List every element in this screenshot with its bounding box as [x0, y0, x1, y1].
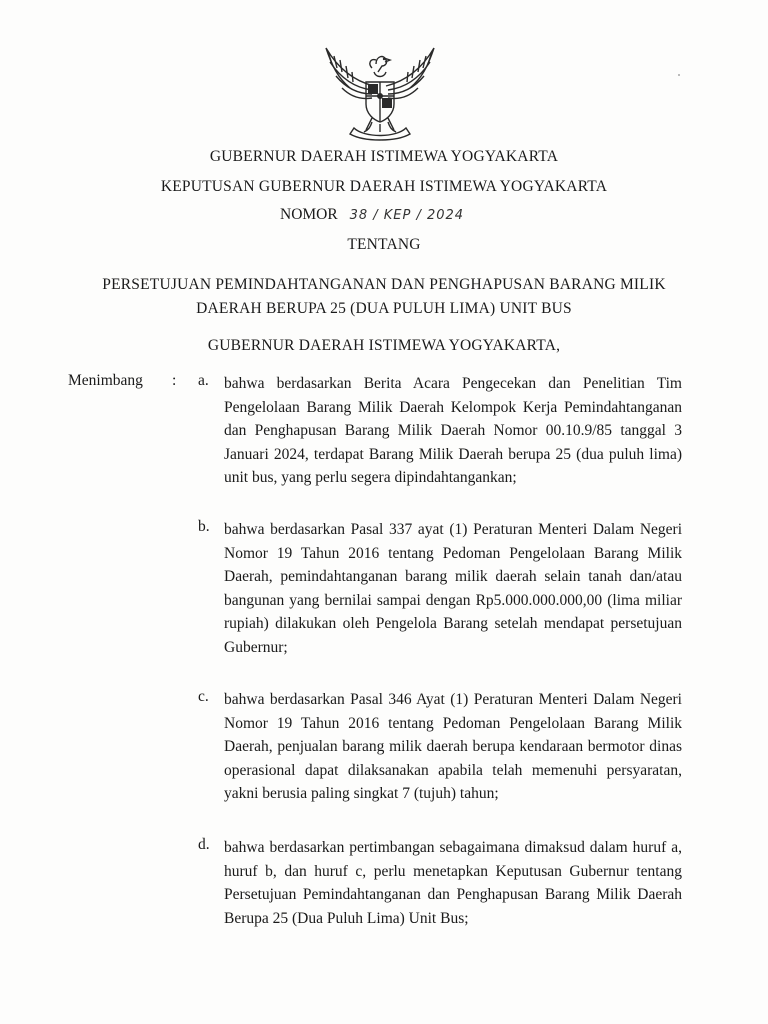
garuda-emblem-icon [318, 42, 442, 142]
item-text: bahwa berdasarkan Berita Acara Pengecekan dan Penelitian Tim Pengelolaan Barang Milik Daerah Kelompok Kerja Pemindahtanganan dan Penghapusan Barang Milik Daerah Nomor 00.10.9/85 tanggal 3 Januari 2024, terdapat Barang Milik Daerah berupa 25 (dua puluh lima) unit bus, yang perlu segera dipindahtangankan; [224, 375, 682, 487]
decree-number [280, 206, 464, 224]
subject-line-1: PERSETUJUAN PEMINDAHTANGANAN DAN PENGHAPUSAN BARANG MILIK [102, 276, 666, 293]
subject-line-2: DAERAH BERUPA 25 (DUA PULUH LIMA) UNIT BUS [196, 300, 572, 317]
scan-speck [678, 74, 680, 76]
nomor-value: 38 / KEP / 2024 [349, 208, 465, 223]
item-letter: c. [198, 688, 209, 705]
tentang-heading: TENTANG [347, 236, 421, 253]
nomor-label: NOMOR [280, 206, 338, 223]
item-letter: b. [198, 518, 210, 535]
issuer-line: GUBERNUR DAERAH ISTIMEWA YOGYAKARTA, [207, 337, 561, 354]
item-letter: a. [198, 372, 209, 389]
item-text: bahwa berdasarkan Pasal 346 Ayat (1) Peraturan Menteri Dalam Negeri Nomor 19 Tahun 2016 tentang Pedoman Pengelolaan Barang Milik Daerah, penjualan barang milik daerah berupa kendaraan bermotor dinas operasional dapat dilaksanakan apabila telah memenuhi persyaratan, yakni berusia paling singkat 7 (tujuh) tahun; [224, 691, 682, 803]
item-text: bahwa berdasarkan Pasal 337 ayat (1) Peraturan Menteri Dalam Negeri Nomor 19 Tahun 2016 tentang Pedoman Pengelolaan Barang Milik Daerah, pemindahtanganan barang milik daerah selain tanah dan/atau bangunan yang bernilai sampai dengan Rp5.000.000.000,00 (lima miliar rupiah) dilakukan oleh Pengelola Barang setelah mendapat persetujuan Gubernur; [224, 521, 682, 656]
decree-title: KEPUTUSAN GUBERNUR DAERAH ISTIMEWA YOGYAKARTA [160, 178, 608, 195]
menimbang-colon: : [172, 372, 177, 389]
governor-title: GUBERNUR DAERAH ISTIMEWA YOGYAKARTA [209, 148, 559, 165]
menimbang-label: Menimbang [68, 372, 143, 389]
item-letter: d. [198, 836, 210, 853]
item-text: bahwa berdasarkan pertimbangan sebagaimana dimaksud dalam huruf a, huruf b, dan huruf c, perlu menetapkan Keputusan Gubernur tentang Persetujuan Pemindahtanganan dan Penghapusan Barang Milik Daerah Berupa 25 (Dua Puluh Lima) Unit Bus; [224, 839, 682, 927]
